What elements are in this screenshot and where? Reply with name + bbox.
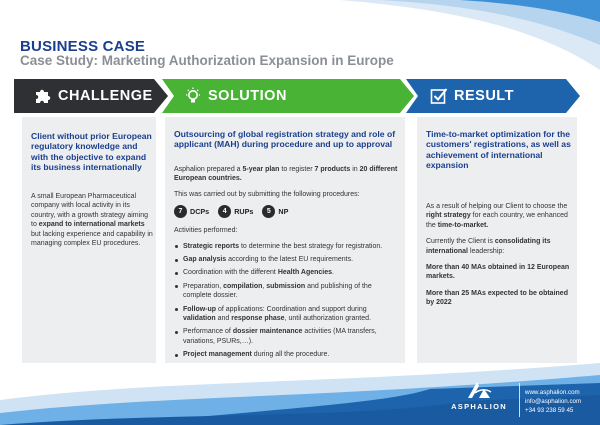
procedure-count-badge: 7 [174, 205, 187, 218]
activities-label: Activities performed: [174, 227, 238, 235]
footer-divider [519, 383, 520, 417]
checkbox-icon [430, 87, 448, 105]
result-highlight: More than 25 MAs expected to be obtained by 2022 [426, 289, 568, 307]
result-paragraph: As a result of helping our Client to choose the right strategy for each country, we enhanced the time-to-market. [426, 203, 568, 229]
result-banner [406, 79, 580, 113]
solution-banner-label: SOLUTION [208, 88, 287, 104]
solution-banner [162, 79, 414, 113]
procedure-item: 5 NP [262, 205, 288, 218]
asphalion-logo [444, 380, 514, 411]
activity-item: Strategic reports to determine the best strategy for registration. [174, 242, 400, 251]
result-paragraph: Currently the Client is consolidating its international leadership: [426, 238, 551, 255]
challenge-panel [22, 117, 156, 363]
result-heading: Time-to-market optimization for the customers' registrations, as well as achievement of international expansion [426, 129, 571, 171]
challenge-description: A small European Pharmaceutical company with local activity in its country, with a growth strategy aiming to expand to international markets but lacking experience and capability in managing complex EU procedures. [31, 193, 153, 248]
puzzle-icon [34, 87, 52, 105]
challenge-banner-label: CHALLENGE [58, 88, 153, 104]
result-highlight: More than 40 MAs obtained in 12 European markets. [426, 264, 570, 281]
procedures-list [174, 205, 400, 218]
procedure-count-badge: 5 [262, 205, 275, 218]
result-panel [417, 117, 577, 363]
asphalion-logo-mark [466, 380, 492, 400]
solution-heading: Outsourcing of global registration strategy and role of applicant (MAH) during procedure and up to approval [174, 129, 396, 150]
procedure-count-badge: 4 [218, 205, 231, 218]
procedure-item: 4 RUPs [218, 205, 253, 218]
activity-item: Performance of dossier maintenance activities (MA transfers, variations, PSURs,…). [174, 327, 400, 346]
page-title: BUSINESS CASE [20, 38, 146, 55]
logo-text: ASPHALION [451, 402, 507, 411]
activity-item: Project management during all the procedure. [174, 350, 400, 359]
lightbulb-icon [184, 87, 202, 105]
email-link[interactable]: info@asphalion.com [525, 398, 582, 405]
challenge-heading: Client without prior European regulatory knowledge and with the objective to expand its business internationally [31, 131, 152, 173]
procedures-intro: This was carried out by submitting the following procedures: [174, 190, 360, 198]
solution-plan-text: Asphalion prepared a 5-year plan to register 7 products in 20 different European countries. [174, 166, 398, 183]
phone-number: +34 93 238 59 45 [525, 407, 574, 414]
activity-item: Preparation, compilation, submission and publishing of the complete dossier. [174, 282, 400, 301]
challenge-banner [14, 79, 168, 113]
contact-info [525, 388, 581, 415]
activities-list [174, 242, 400, 360]
website-link[interactable]: www.asphalion.com [525, 389, 580, 396]
activity-item: Coordination with the different Health Agencies. [174, 268, 400, 277]
activity-item: Follow-up of applications: Coordination and support during validation and response phase, until authorization granted. [174, 305, 400, 324]
solution-panel [165, 117, 405, 363]
procedure-item: 7 DCPs [174, 205, 209, 218]
page-subtitle: Case Study: Marketing Authorization Expansion in Europe [20, 53, 394, 68]
result-banner-label: RESULT [454, 88, 514, 104]
activity-item: Gap analysis according to the latest EU requirements. [174, 255, 400, 264]
